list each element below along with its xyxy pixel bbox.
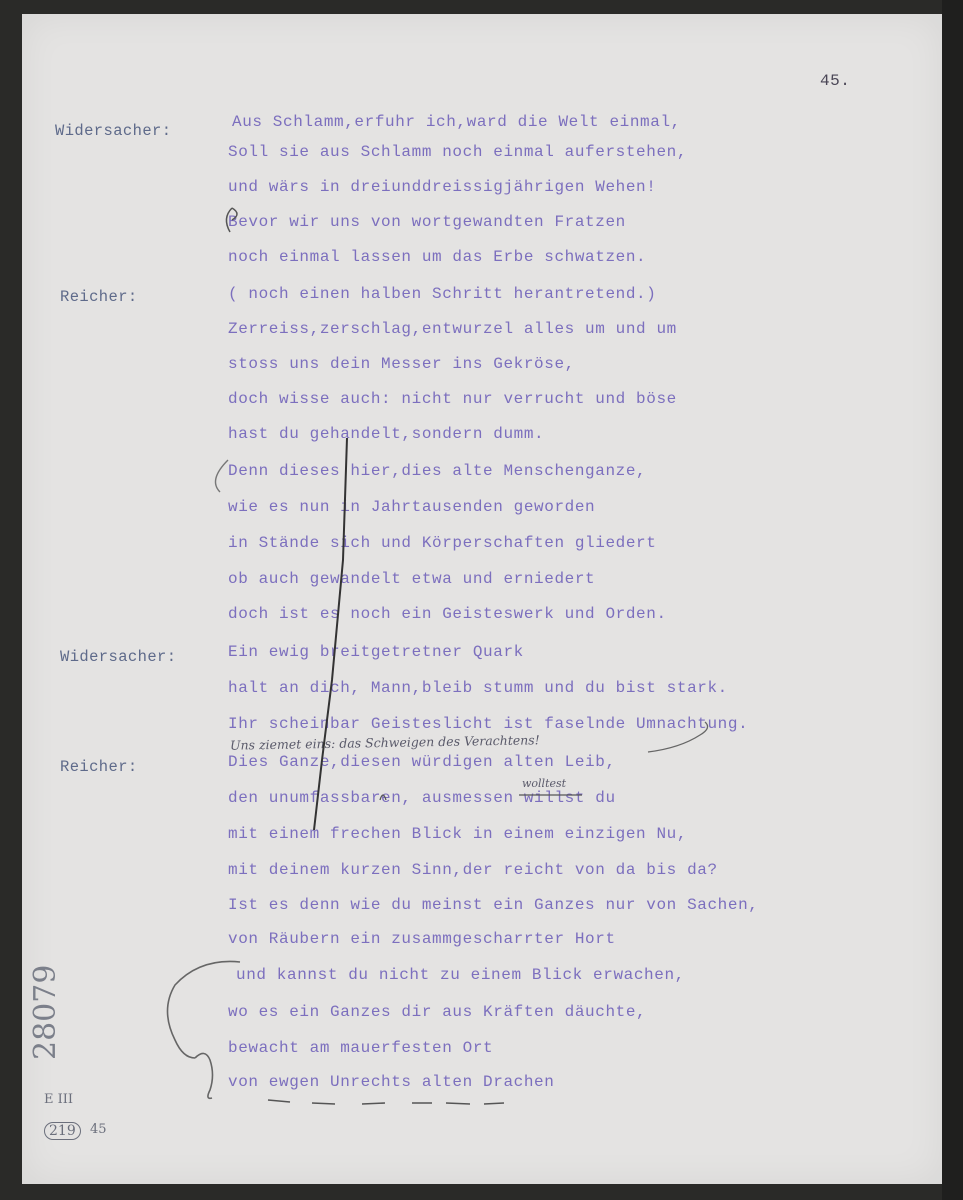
scan-edge: [942, 0, 963, 1200]
archive-stamp-number: 219: [44, 1122, 81, 1140]
verse-line: und wärs in dreiunddreissigjährigen Wehen!: [228, 178, 657, 196]
verse-line: doch wisse auch: nicht nur verrucht und böse: [228, 390, 677, 408]
verse-line: Bevor wir uns von wortgewandten Fratzen: [228, 213, 626, 231]
verse-line: und kannst du nicht zu einem Blick erwachen,: [236, 966, 685, 984]
verse-line: Ein ewig breitgetretner Quark: [228, 643, 524, 661]
verse-line: Denn dieses hier,dies alte Menschenganze,: [228, 462, 647, 480]
verse-line: wie es nun in Jahrtausenden geworden: [228, 498, 596, 516]
archive-stamp: E III: [44, 1092, 74, 1107]
archive-stamp-suffix: 45: [90, 1122, 107, 1137]
verse-line: Zerreiss,zerschlag,entwurzel alles um und um: [228, 320, 677, 338]
speaker-label: Reicher:: [60, 758, 138, 776]
verse-line: stoss uns dein Messer ins Gekröse,: [228, 355, 575, 373]
verse-line: in Stände sich und Körperschaften gliedert: [228, 534, 657, 552]
speaker-label: Reicher:: [60, 288, 138, 306]
handwritten-insertion: Uns ziemet eins: das Schweigen des Verachtens!: [229, 732, 540, 753]
verse-line: doch ist es noch ein Geisteswerk und Orden.: [228, 605, 667, 623]
verse-line: Soll sie aus Schlamm noch einmal auferstehen,: [228, 143, 688, 161]
verse-line: mit deinem kurzen Sinn,der reicht von da bis da?: [228, 861, 718, 879]
verse-line: Aus Schlamm,erfuhr ich,ward die Welt einmal,: [232, 113, 681, 131]
speaker-label: Widersacher:: [55, 122, 172, 140]
verse-line: ob auch gewandelt etwa und erniedert: [228, 570, 596, 588]
page-number: 45.: [820, 72, 851, 90]
verse-line: halt an dich, Mann,bleib stumm und du bist stark.: [228, 679, 728, 697]
verse-line: bewacht am mauerfesten Ort: [228, 1039, 494, 1057]
verse-line: von ewgen Unrechts alten Drachen: [228, 1073, 555, 1091]
speaker-label: Widersacher:: [60, 648, 177, 666]
verse-line: wo es ein Ganzes dir aus Kräften däuchte,: [228, 1003, 647, 1021]
archive-number: [28, 1020, 148, 1060]
verse-line: Ist es denn wie du meinst ein Ganzes nur von Sachen,: [228, 896, 759, 914]
stage-direction: ( noch einen halben Schritt herantretend.): [228, 285, 657, 303]
verse-line: den unumfassbaren, ausmessen willst du: [228, 789, 616, 807]
handwritten-correction: wolltest: [522, 777, 567, 790]
verse-line: hast du gehandelt,sondern dumm.: [228, 425, 545, 443]
verse-line: mit einem frechen Blick in einem einzigen Nu,: [228, 825, 688, 843]
verse-line: Dies Ganze,diesen würdigen alten Leib,: [228, 753, 616, 771]
verse-line: noch einmal lassen um das Erbe schwatzen.: [228, 248, 647, 266]
verse-line: von Räubern ein zusammgescharrter Hort: [228, 930, 616, 948]
verse-line: Ihr scheinbar Geisteslicht ist faselnde Umnachtung.: [228, 715, 749, 733]
